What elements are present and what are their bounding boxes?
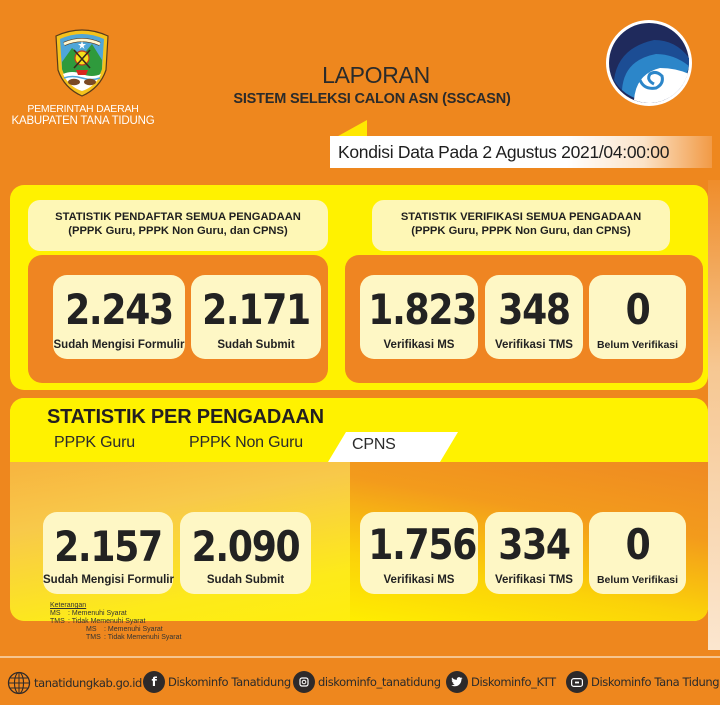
verifikasi-heading	[372, 200, 670, 251]
verifikasi-heading-line2: (PPPK Guru, PPPK Non Guru, dan CPNS)	[411, 225, 631, 237]
stat-label: Verifikasi MS	[383, 574, 455, 586]
globe-icon	[7, 671, 31, 695]
footer-instagram-link[interactable]	[293, 671, 441, 693]
per-pengadaan-panel	[10, 398, 708, 621]
stat-card-mengisi-formulir	[53, 275, 185, 359]
pendaftar-cards-box	[28, 255, 328, 383]
tab-pppk-non-guru[interactable]: PPPK Non Guru	[189, 434, 303, 451]
cpns-card-verifikasi-tms	[485, 512, 583, 594]
stat-value: 0	[625, 520, 650, 569]
instagram-icon	[293, 671, 315, 693]
legend-item-ms: MS : Memenuhi Syarat	[50, 610, 127, 617]
stat-card-verifikasi-tms	[485, 275, 583, 359]
stat-label: Belum Verifikasi	[596, 574, 679, 586]
footer-website-link[interactable]	[7, 671, 142, 695]
footer-instagram-text: diskominfo_tanatidung	[318, 675, 441, 689]
tab-cpns[interactable]: CPNS	[352, 436, 396, 453]
legend-duplicate	[86, 626, 181, 642]
pendaftar-heading	[28, 200, 328, 251]
twitter-icon	[446, 671, 468, 693]
footer-youtube-link[interactable]	[566, 671, 719, 693]
stat-value: 2.157	[54, 522, 162, 571]
stat-card-submit	[191, 275, 321, 359]
right-edge-gradient	[708, 180, 720, 650]
stat-label: Sudah Submit	[206, 574, 285, 586]
legend-dup-tms: TMS : Tidak Memenuhi Syarat	[86, 634, 182, 641]
legend-keterangan	[50, 602, 127, 618]
footer-twitter-link[interactable]	[446, 671, 556, 693]
page-subtitle: SISTEM SELEKSI CALON ASN (SSCASN)	[233, 91, 511, 107]
legend-dup-ms: MS : Memenuhi Syarat	[86, 626, 163, 633]
overall-stats-panel	[10, 185, 708, 390]
stat-value: 1.756	[368, 520, 477, 569]
stat-value: 2.171	[202, 285, 310, 334]
verifikasi-heading-line1: STATISTIK VERIFIKASI SEMUA PENGADAAN	[400, 211, 642, 223]
pendaftar-heading-line1: STATISTIK PENDAFTAR SEMUA PENGADAAN	[55, 211, 301, 223]
legend-item-tms: TMS : Tidak Memenuhi Syarat	[50, 618, 146, 625]
stat-card-verifikasi-ms	[360, 275, 478, 359]
page-title: LAPORAN	[322, 62, 430, 88]
legend-title: Keterangan	[50, 602, 87, 609]
legend-item-tms-row	[50, 618, 145, 626]
org-name-line2: KABUPATEN TANA TIDUNG	[11, 115, 155, 127]
stat-label: Belum Verifikasi	[596, 339, 679, 351]
footer-website-text: tanatidungkab.go.id	[34, 676, 142, 690]
stat-value: 1.823	[368, 285, 477, 334]
cpns-card-verifikasi-ms	[360, 512, 478, 594]
cpns-card-mengisi-formulir	[43, 512, 173, 594]
stat-value: 348	[498, 285, 570, 334]
stat-card-belum-verifikasi	[589, 275, 686, 359]
youtube-icon	[566, 671, 588, 693]
stat-label: Verifikasi MS	[383, 339, 455, 351]
stat-label: Verifikasi TMS	[495, 574, 573, 586]
stat-label: Sudah Mengisi Formulir	[43, 574, 174, 586]
stat-value: 2.090	[191, 522, 300, 571]
stat-label: Sudah Mengisi Formulir	[53, 339, 185, 351]
kominfo-logo-icon	[604, 18, 694, 108]
org-name-line1: PEMERINTAH DAERAH	[27, 103, 139, 115]
stat-value: 0	[625, 285, 650, 334]
stat-label: Verifikasi TMS	[495, 339, 573, 351]
stat-value: 2.243	[65, 285, 173, 334]
cpns-card-submit	[180, 512, 311, 594]
facebook-icon: f	[143, 671, 165, 693]
date-banner: Kondisi Data Pada 2 Agustus 2021/04:00:00	[330, 136, 712, 168]
verifikasi-cards-box	[345, 255, 703, 383]
crest-logo-icon	[50, 26, 114, 98]
pendaftar-heading-line2: (PPPK Guru, PPPK Non Guru, dan CPNS)	[68, 225, 288, 237]
footer-facebook-link[interactable]	[143, 671, 291, 693]
footer-youtube-text: Diskominfo Tana Tidung	[591, 675, 720, 689]
per-pengadaan-title: STATISTIK PER PENGADAAN	[47, 406, 324, 428]
stat-value: 334	[498, 520, 570, 569]
footer-facebook-text: Diskominfo Tanatidung	[168, 675, 291, 689]
cpns-card-belum-verifikasi	[589, 512, 686, 594]
footer-social-bar	[0, 656, 720, 705]
tab-pppk-guru[interactable]: PPPK Guru	[54, 434, 135, 451]
stat-label: Sudah Submit	[217, 339, 295, 351]
footer-twitter-text: Diskominfo_KTT	[471, 675, 556, 689]
